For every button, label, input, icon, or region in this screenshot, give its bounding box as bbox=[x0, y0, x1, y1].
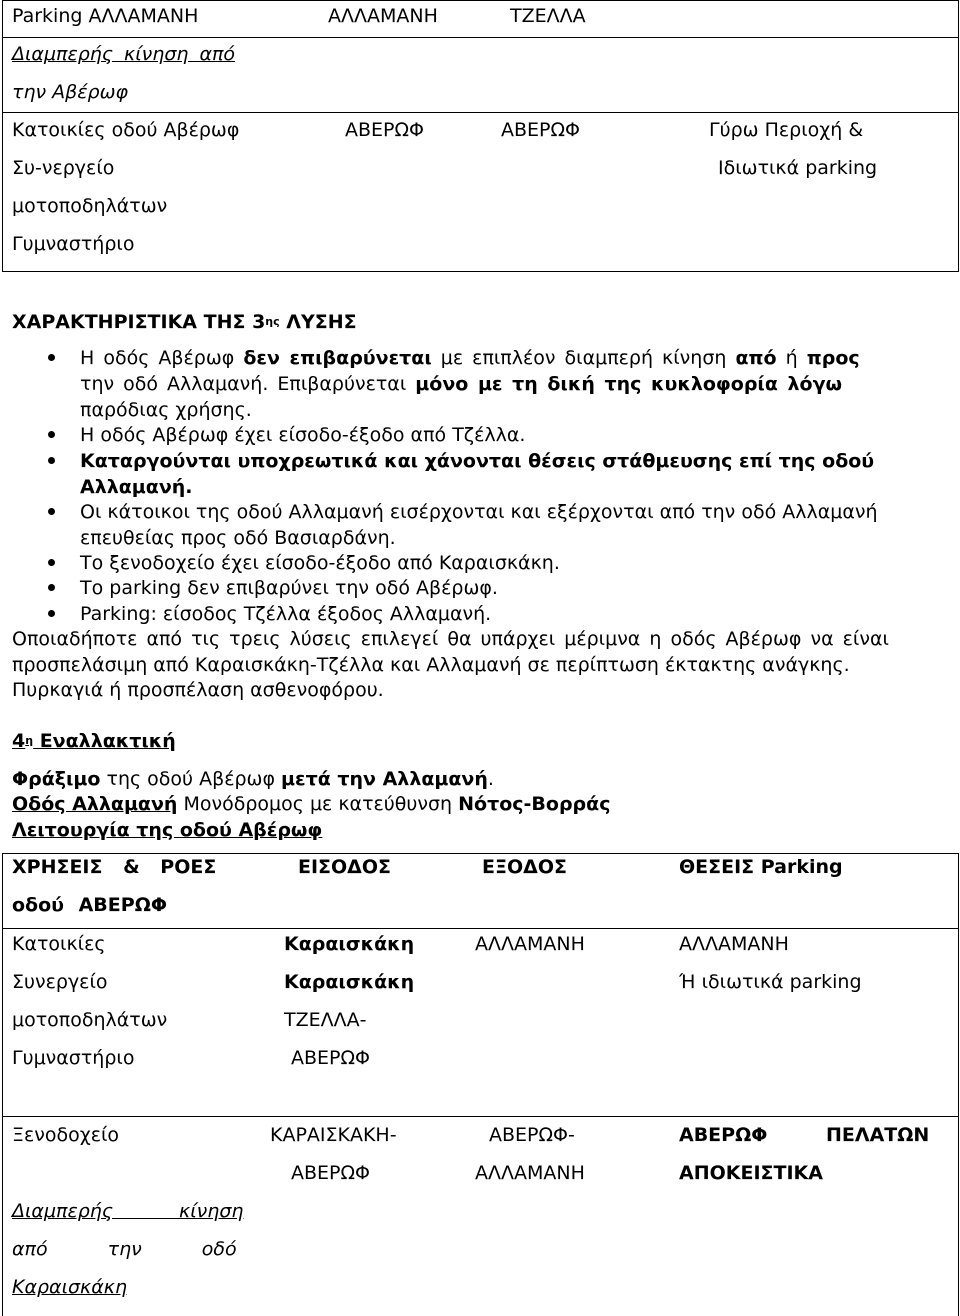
table-cell: την Αβέρωφ bbox=[12, 81, 129, 103]
table-cell: Ή ιδιωτικά parking bbox=[679, 971, 862, 993]
table-header-cell: οδού ΑΒΕΡΩΦ bbox=[12, 894, 167, 916]
table-cell: ΑΛΛΑΜΑΝΗ bbox=[475, 933, 585, 955]
bullet-icon bbox=[48, 610, 55, 617]
table-cell: Καραισκάκη bbox=[12, 1276, 128, 1298]
table-cell: Γυμναστήριο bbox=[12, 233, 135, 255]
table-cell: ΑΠΟΚΕΙΣΤΙΚΑ bbox=[679, 1162, 823, 1184]
table-cell: ΑΛΛΑΜΑΝΗ bbox=[679, 933, 789, 955]
table-cell: ΑΒΕΡΩΦ bbox=[291, 1047, 370, 1069]
list-item: Το ξενοδοχείο έχει είσοδο-έξοδο από Καραισκάκη. bbox=[80, 552, 560, 574]
description-line: Λειτουργία της οδού Αβέρωφ bbox=[12, 819, 323, 841]
bullet-icon bbox=[48, 354, 55, 361]
list-item: Καταργούνται υποχρεωτικά και χάνονται θέσεις στάθμευσης επί της οδού bbox=[80, 450, 875, 472]
description-line: Οδός Αλλαμανή Μονόδρομος με κατεύθυνση Νότος-Βορράς bbox=[12, 793, 611, 815]
table-cell: ΑΒΕΡΩΦ bbox=[345, 119, 424, 141]
table-cell: Διαμπερής κίνηση από bbox=[12, 43, 236, 65]
table-cell: ΑΛΛΑΜΑΝΗ bbox=[475, 1162, 585, 1184]
list-item-continued: παρόδιας χρήσης. bbox=[80, 399, 252, 421]
table-border bbox=[2, 112, 959, 113]
table-cell: Διαμπερής κίνηση bbox=[12, 1200, 244, 1222]
list-item: Parking: είσοδος Τζέλλα έξοδος Αλλαμανή. bbox=[80, 603, 492, 625]
table-cell: από την οδό bbox=[12, 1238, 237, 1260]
bullet-icon bbox=[48, 508, 55, 515]
table-cell: Συνεργείο bbox=[12, 971, 108, 993]
table-cell: μοτοποδηλάτων bbox=[12, 1009, 168, 1031]
list-item-continued: Αλλαμανή. bbox=[80, 476, 193, 498]
table-header-cell: ΘΕΣΕΙΣ Parking bbox=[679, 856, 843, 878]
list-item: Οι κάτοικοι της οδού Αλλαμανή εισέρχονται και εξέρχονται από την οδό Αλλαμανή bbox=[80, 501, 878, 523]
table-cell: Parking ΑΛΛΑΜΑΝΗ bbox=[12, 5, 199, 27]
table-border bbox=[2, 853, 3, 1316]
table-border bbox=[2, 853, 959, 854]
table-border bbox=[958, 853, 959, 1316]
table-cell: Γύρω Περιοχή & bbox=[709, 119, 864, 141]
list-item: Το parking δεν επιβαρύνει την οδό Αβέρωφ. bbox=[80, 577, 498, 599]
section-heading: ΧΑΡΑΚΤΗΡΙΣΤΙΚΑ ΤΗΣ $3^{\eta\varsigma}$ ΛΥΣΗΣ bbox=[12, 311, 357, 333]
table-header-cell: ΧΡΗΣΕΙΣ & ΡΟΕΣ bbox=[12, 856, 217, 878]
table-cell: Καραισκάκη bbox=[284, 971, 415, 993]
table-cell: ΑΒΕΡΩΦ bbox=[291, 1162, 370, 1184]
table-cell: ΚΑΡΑΙΣΚΑΚΗ- bbox=[270, 1124, 397, 1146]
table-border bbox=[2, 37, 959, 38]
table-cell: Γυμναστήριο bbox=[12, 1047, 135, 1069]
table-header-cell: ΕΞΟΔΟΣ bbox=[482, 856, 567, 878]
list-item-continued: επευθείας προς οδό Βασιαρδάνη. bbox=[80, 527, 396, 549]
table-cell: Ιδιωτικά parking bbox=[718, 157, 878, 179]
table-cell: ΤΖΕΛΛΑ bbox=[510, 5, 586, 27]
paragraph-line: Οποιαδήποτε από τις τρεις λύσεις επιλεγεί θα υπάρχει μέριμνα η οδός Αβέρωφ να είναι bbox=[12, 628, 889, 650]
list-item: Η οδός Αβέρωφ δεν επιβαρύνεται με επιπλέον διαμπερή κίνηση από ή προς bbox=[80, 347, 860, 369]
table-border bbox=[2, 928, 959, 929]
table-header-cell: ΕΙΣΟΔΟΣ bbox=[298, 856, 392, 878]
table-cell: μοτοποδηλάτων bbox=[12, 195, 168, 217]
bullet-icon bbox=[48, 559, 55, 566]
table-border bbox=[958, 0, 959, 272]
bullet-icon bbox=[48, 431, 55, 438]
description-line: Φράξιμο της οδού Αβέρωφ μετά την Αλλαμανή. bbox=[12, 768, 494, 790]
table-border bbox=[2, 0, 3, 272]
list-item-continued: την οδό Αλλαμανή. Επιβαρύνεται μόνο με τη δική της κυκλοφορία λόγω bbox=[80, 373, 843, 395]
table-border bbox=[2, 0, 959, 1]
table-cell: ΑΒΕΡΩΦ ΠΕΛΑΤΩΝ bbox=[679, 1124, 930, 1146]
paragraph-line: Πυρκαγιά ή προσπέλαση ασθενοφόρου. bbox=[12, 679, 384, 701]
table-cell: Κατοικίες οδού Αβέρωφ bbox=[12, 119, 240, 141]
bullet-icon bbox=[48, 584, 55, 591]
table-cell: ΤΖΕΛΛΑ- bbox=[284, 1009, 367, 1031]
paragraph-line: προσπελάσιμη από Καραισκάκη-Τζέλλα και Αλλαμανή σε περίπτωση έκτακτης ανάγκης. bbox=[12, 654, 850, 676]
table-cell: ΑΒΕΡΩΦ- bbox=[489, 1124, 575, 1146]
section-heading: $4^\eta$ Εναλλακτική bbox=[12, 730, 176, 752]
bullet-icon bbox=[48, 457, 55, 464]
table-cell: ΑΒΕΡΩΦ bbox=[501, 119, 580, 141]
table-cell: ΑΛΛΑΜΑΝΗ bbox=[328, 5, 438, 27]
table-cell: Ξενοδοχείο bbox=[12, 1124, 120, 1146]
table-cell: Καραισκάκη bbox=[284, 933, 415, 955]
table-cell: Κατοικίες bbox=[12, 933, 106, 955]
table-border bbox=[2, 1116, 959, 1117]
table-cell: Συ-νεργείο bbox=[12, 157, 115, 179]
list-item: Η οδός Αβέρωφ έχει είσοδο-έξοδο από Τζέλλα. bbox=[80, 424, 526, 446]
table-border bbox=[2, 271, 959, 272]
